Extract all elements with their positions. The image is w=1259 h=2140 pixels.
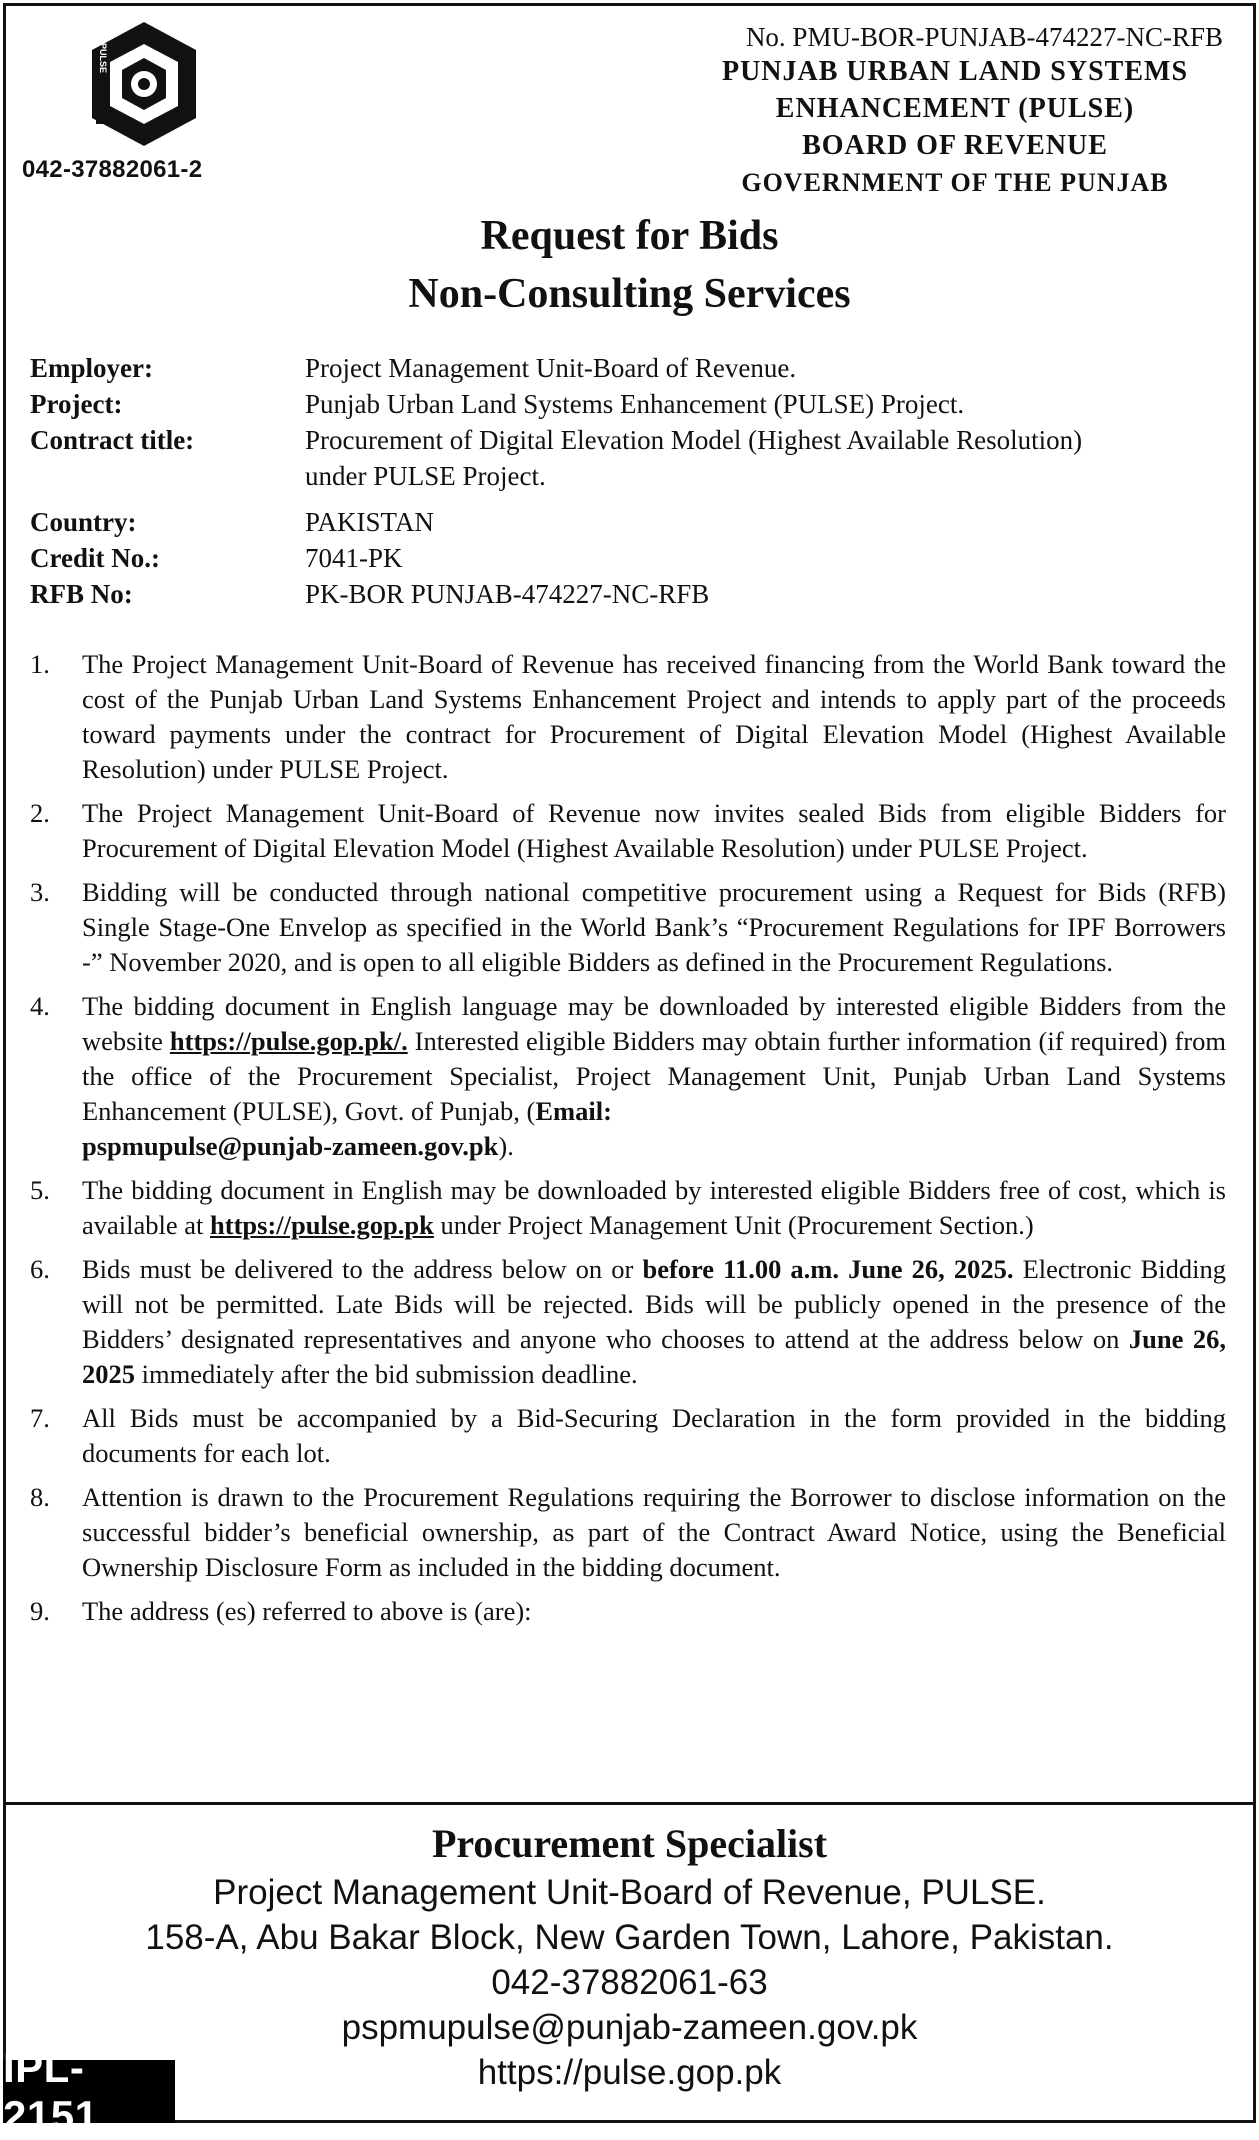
field-contract-title	[30, 422, 1210, 494]
paragraph-number: 2.	[30, 798, 50, 828]
text-run: immediately after the bid submission deadline.	[135, 1359, 638, 1389]
paragraph-4	[30, 989, 1226, 1164]
text-run: Interested eligible Bidders may obtain further information (if required) from the office of the Procurement Specialist, Project Management Unit, Punjab Urban Land Systems Enhancement (PULSE), Govt. of Punjab, (	[82, 1026, 1227, 1126]
paragraph-text: Attention is drawn to the Procurement Regulations requiring the Borrower to disclose information on the successful bidder’s beneficial ownership, as part of the Contract Award Notice, using the Beneficial Ownership Disclosure Form as included in the bidding document.	[82, 1482, 1226, 1582]
field-label: RFB No:	[30, 579, 133, 609]
field-value: PAKISTAN	[305, 507, 434, 537]
field-project	[30, 386, 1210, 422]
field-rfb-no	[30, 576, 1210, 612]
field-value: PK-BOR PUNJAB-474227-NC-RFB	[305, 579, 710, 609]
address-block	[0, 1818, 1259, 2095]
title-sub: Non-Consulting Services	[408, 271, 851, 317]
field-value-line: under PULSE Project.	[305, 461, 546, 491]
field-value	[305, 422, 1210, 494]
paragraph-2	[30, 796, 1226, 866]
paragraph-5	[30, 1173, 1226, 1243]
org-line: ENHANCEMENT (PULSE)	[775, 93, 1135, 124]
address-email[interactable]: pspmupulse@punjab-zameen.gov.pk	[341, 2008, 918, 2047]
field-value: Punjab Urban Land Systems Enhancement (PULSE) Project.	[305, 389, 965, 419]
paragraph-number: 8.	[30, 1482, 50, 1512]
field-credit-no	[30, 540, 1210, 576]
paragraph-text: Bidding will be conducted through national competitive procurement using a Request for Bids (RFB) Single Stage-One Envelop as specified in the World Bank’s “Procurement Regulations for IPF Borrowers -” November 2020, and is open to all eligible Bidders as defined in the Procurement Regulations.	[82, 877, 1226, 977]
text-run: Bids must be delivered to the address below on or	[82, 1254, 643, 1284]
field-employer	[30, 350, 1210, 386]
address-heading: Procurement Specialist	[431, 1821, 828, 1866]
text-run: ).	[498, 1131, 514, 1161]
paragraph-text: All Bids must be accompanied by a Bid-Securing Declaration in the form provided in the bidding documents for each lot.	[82, 1403, 1226, 1468]
deadline-text: before 11.00 a.m. June 26, 2025.	[642, 1254, 1014, 1284]
paragraph-1	[30, 647, 1226, 787]
text-run: The bidding document in English may be downloaded by interested eligible Bidders free of cost, which is available at	[82, 1175, 1226, 1240]
text-run: The bidding document in English language may be downloaded by interested eligible Bidders from the website	[82, 991, 1226, 1056]
field-value: Project Management Unit-Board of Revenue.	[305, 353, 797, 383]
header-organization	[695, 22, 1223, 201]
website-link[interactable]: https://pulse.gop.pk	[210, 1210, 434, 1240]
paragraph-6	[30, 1252, 1226, 1392]
paragraph-3	[30, 875, 1226, 980]
pulse-logo-icon	[86, 18, 202, 150]
text-run: Electronic Bidding will not be permitted. Late Bids will be rejected. Bids will be publicly opened in the presence of the Bidders’ designated representatives and anyone who chooses to attend at the address below on	[82, 1254, 1226, 1354]
paragraph-8	[30, 1480, 1226, 1585]
field-label: Contract title:	[30, 425, 195, 455]
field-label: Country:	[30, 507, 137, 537]
address-website[interactable]: https://pulse.gop.pk	[477, 2053, 782, 2092]
paragraph-number: 3.	[30, 877, 50, 907]
paragraph-text: The Project Management Unit-Board of Revenue now invites sealed Bids from eligible Bidders for Procurement of Digital Elevation Model (Highest Available Resolution) under PULSE Project.	[82, 798, 1226, 863]
text-run: under Project Management Unit (Procurement Section.)	[433, 1210, 1034, 1240]
paragraph-number: 4.	[30, 991, 50, 1021]
field-value-line: Procurement of Digital Elevation Model (Highest Available Resolution)	[305, 425, 1083, 455]
title-main: Request for Bids	[480, 213, 779, 259]
paragraph-number: 5.	[30, 1175, 50, 1205]
email-link[interactable]: pspmupulse@punjab-zameen.gov.pk	[82, 1131, 499, 1161]
field-label: Employer:	[30, 353, 153, 383]
address-line: 158-A, Abu Bakar Block, New Garden Town, Lahore, Pakistan.	[145, 1918, 1114, 1957]
paragraph-text	[82, 1173, 1226, 1243]
paragraph-text	[82, 1252, 1226, 1392]
address-line: Project Management Unit-Board of Revenue, PULSE.	[213, 1873, 1046, 1912]
paragraph-text: The Project Management Unit-Board of Revenue has received financing from the World Bank toward the cost of the Punjab Urban Land Systems Enhancement Project and intends to apply part of the proceeds toward payments under the contract for Procurement of Digital Elevation Model (Highest Available Resolution) under PULSE Project.	[82, 649, 1226, 784]
ipl-code-badge: IPL-2151	[3, 2060, 175, 2123]
website-link[interactable]: https://pulse.gop.pk/.	[169, 1026, 408, 1056]
logo-text: PULSE	[98, 42, 108, 74]
tender-fields	[30, 350, 1210, 612]
paragraph-number: 9.	[30, 1596, 50, 1626]
section-divider	[3, 1802, 1256, 1805]
field-label: Credit No.:	[30, 543, 160, 573]
field-label: Project:	[30, 389, 123, 419]
paragraph-9	[30, 1594, 1226, 1629]
org-line: GOVERNMENT OF THE PUNJAB	[741, 168, 1169, 197]
paragraph-number: 1.	[30, 649, 50, 679]
address-phone: 042-37882061-63	[491, 1963, 768, 2002]
email-label: Email:	[535, 1096, 612, 1126]
paragraph-7	[30, 1401, 1226, 1471]
field-value: 7041-PK	[305, 543, 403, 573]
header-phone: 042-37882061-2	[22, 156, 203, 183]
paragraph-text	[82, 989, 1226, 1164]
paragraph-number: 7.	[30, 1403, 50, 1433]
org-line: PUNJAB URBAN LAND SYSTEMS	[721, 56, 1189, 87]
org-line: BOARD OF REVENUE	[802, 130, 1108, 161]
paragraph-text: The address (es) referred to above is (are):	[82, 1596, 532, 1626]
reference-number: No. PMU-BOR-PUNJAB-474227-NC-RFB	[745, 22, 1223, 52]
notice-paragraphs	[30, 647, 1226, 1638]
opening-date: June 26, 2025	[82, 1324, 1226, 1389]
field-country	[30, 504, 1210, 540]
page-title	[0, 207, 1259, 323]
paragraph-number: 6.	[30, 1254, 50, 1284]
